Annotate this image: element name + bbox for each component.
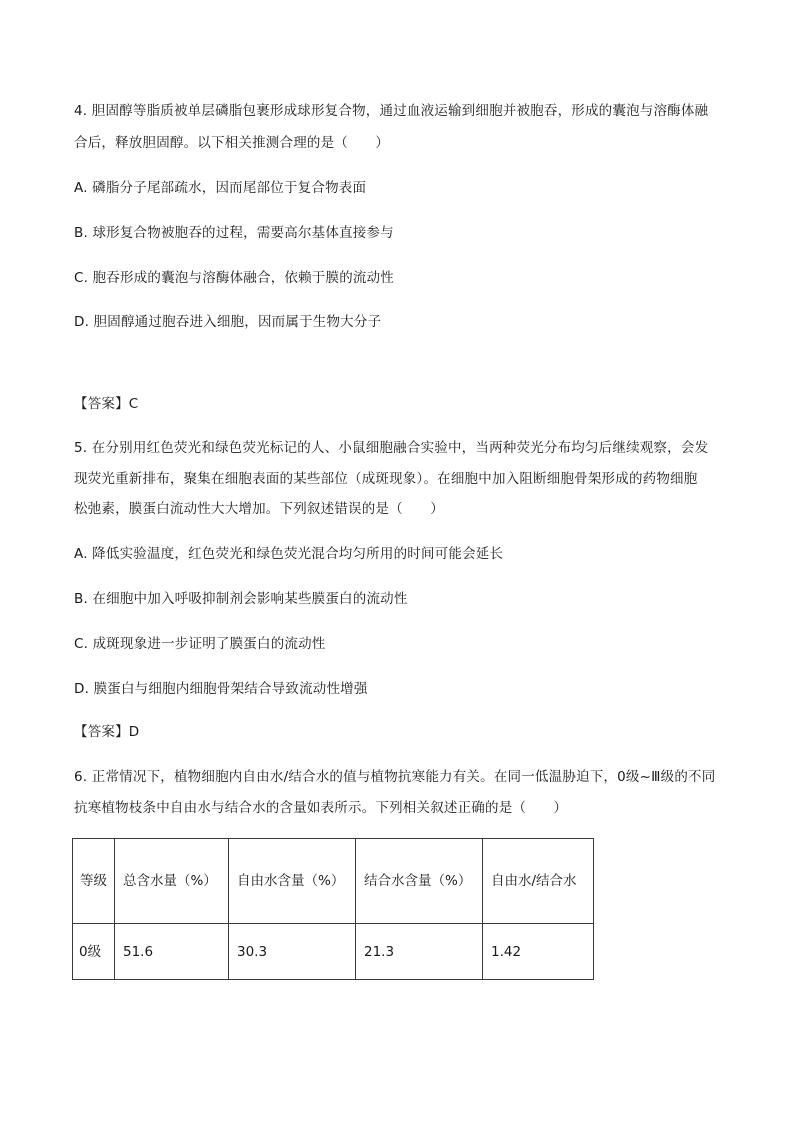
q5-option-a: A. 降低实验温度，红色荧光和绿色荧光混合均匀所用的时间可能会延长 bbox=[74, 546, 504, 562]
q4-option-b: B. 球形复合物被胞吞的过程，需要高尔基体直接参与 bbox=[74, 225, 394, 241]
q5-stem-line-1: 5. 在分别用红色荧光和绿色荧光标记的人、小鼠细胞融合实验中，当两种荧光分布均匀后继续观察，会发 bbox=[74, 440, 709, 456]
table-header-row bbox=[73, 839, 594, 924]
q4-option-c: C. 胞吞形成的囊泡与溶酶体融合，依赖于膜的流动性 bbox=[74, 270, 395, 286]
q4-stem-line-2: 合后，释放胆固醇。以下相关推测合理的是（ ） bbox=[74, 135, 390, 151]
table-header-cell: 等级 bbox=[73, 839, 115, 924]
cold-resistance-table bbox=[72, 838, 594, 980]
q6-stem-line-1: 6. 正常情况下，植物细胞内自由水/结合水的值与植物抗寒能力有关。在同一低温胁迫下，0级~Ⅲ级的不同 bbox=[74, 769, 716, 785]
table-row bbox=[73, 924, 594, 980]
q5-answer: 【答案】D bbox=[74, 724, 140, 740]
q6-stem-line-2: 抗寒植物枝条中自由水与结合水的含量如表所示。下列相关叙述正确的是（ ） bbox=[74, 800, 568, 816]
q4-stem-line-1: 4. 胆固醇等脂质被单层磷脂包裹形成球形复合物，通过血液运输到细胞并被胞吞，形成的囊泡与溶酶体融 bbox=[74, 103, 709, 119]
table-header-cell: 结合水含量（%） bbox=[356, 839, 483, 924]
q5-option-c: C. 成斑现象进一步证明了膜蛋白的流动性 bbox=[74, 636, 326, 652]
q5-stem-line-2: 现荧光重新排布，聚集在细胞表面的某些部位（成斑现象）。在细胞中加入阻断细胞骨架形成的药物细胞 bbox=[74, 471, 698, 487]
table-cell: 1.42 bbox=[483, 924, 594, 980]
table-header-cell: 自由水含量（%） bbox=[229, 839, 356, 924]
q5-option-b: B. 在细胞中加入呼吸抑制剂会影响某些膜蛋白的流动性 bbox=[74, 591, 408, 607]
q5-option-d: D. 膜蛋白与细胞内细胞骨架结合导致流动性增强 bbox=[74, 681, 368, 697]
q5-stem-line-3: 松弛素，膜蛋白流动性大大增加。下列叙述错误的是（ ） bbox=[74, 501, 444, 517]
table-header-cell: 自由水/结合水 bbox=[483, 839, 594, 924]
table-cell: 21.3 bbox=[356, 924, 483, 980]
q4-option-d: D. 胆固醇通过胞吞进入细胞，因而属于生物大分子 bbox=[74, 314, 382, 330]
table-cell: 30.3 bbox=[229, 924, 356, 980]
q4-option-a: A. 磷脂分子尾部疏水，因而尾部位于复合物表面 bbox=[74, 180, 367, 196]
table-header-cell: 总含水量（%） bbox=[115, 839, 229, 924]
table-cell: 0级 bbox=[73, 924, 115, 980]
table-cell: 51.6 bbox=[115, 924, 229, 980]
q4-answer: 【答案】C bbox=[74, 396, 139, 412]
